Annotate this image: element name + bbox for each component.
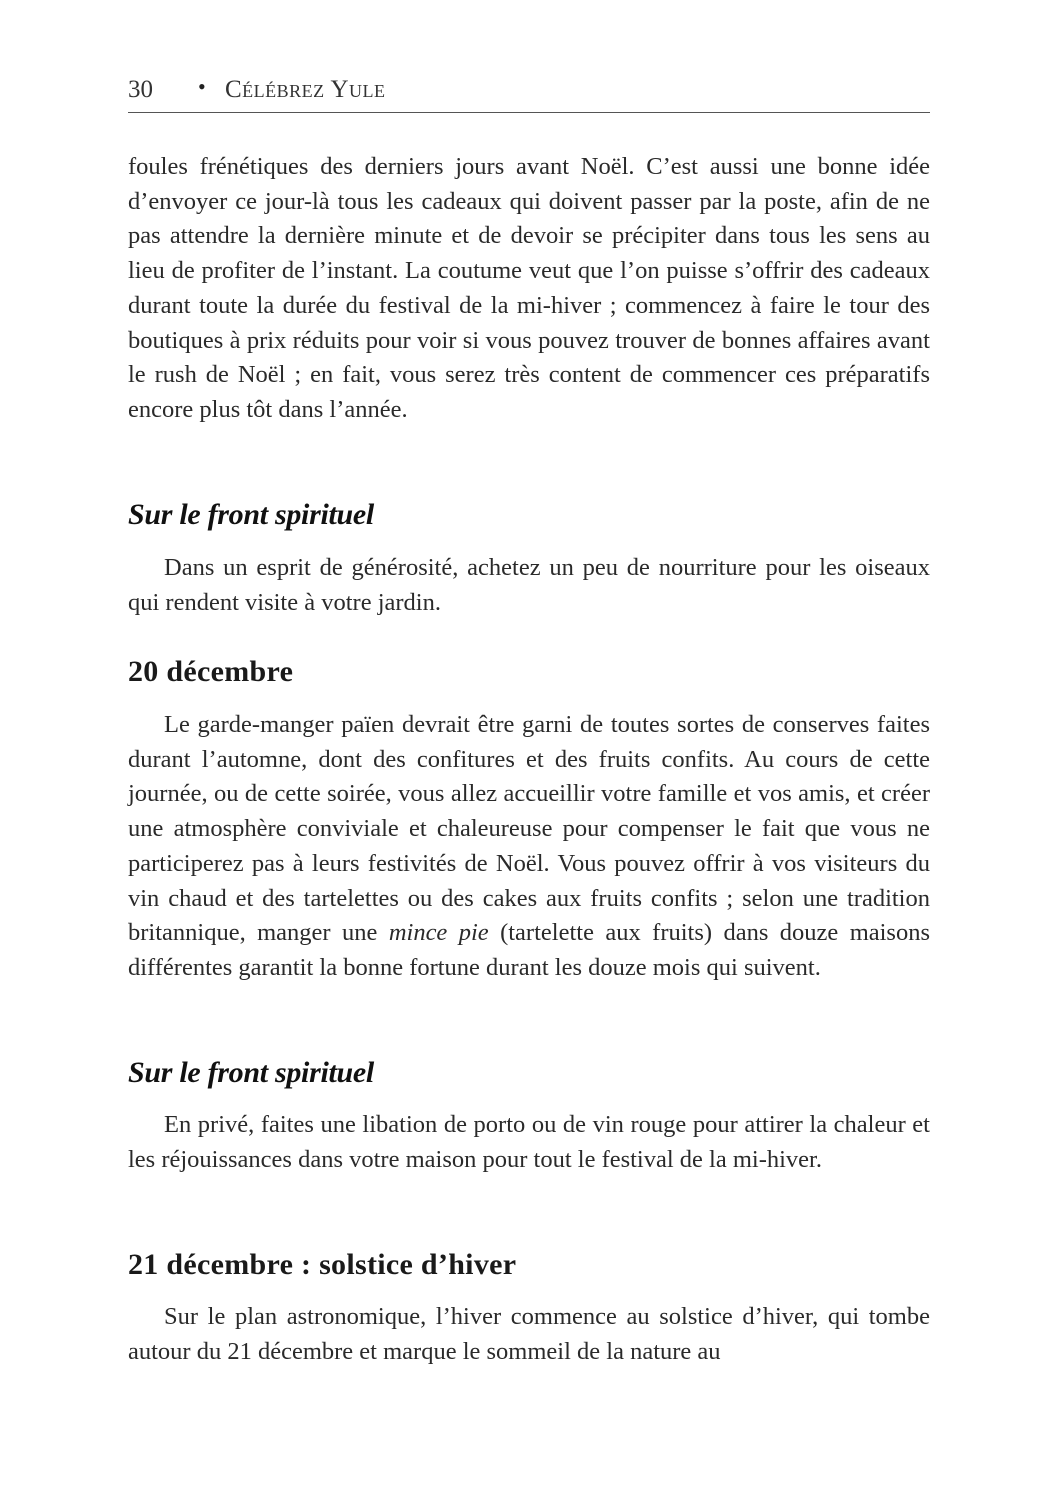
paragraph-text: Le garde-manger païen devrait être garni de toutes sortes de conserves faites durant l’automne, dont des confitures et des fruits confits. Au cours de cette journée, ou de cette soirée, vous allez accueillir votre famille et vos amis, et créer une atmosphère conviviale et chaleureuse pour compenser le fait que vous ne participerez pas à leurs festivités de Noël. Vous pouvez offrir à vos visiteurs du vin chaud et des tartelettes ou des cakes aux fruits confits ; selon une tradition britannique, manger une	[128, 711, 930, 947]
paragraph-birds: Dans un esprit de générosité, achetez un peu de nourriture pour les oiseaux qui rendent visite à votre jardin.	[128, 554, 930, 616]
running-header	[128, 72, 930, 113]
paragraph-december-20	[128, 708, 930, 986]
bullet-separator-icon: •	[198, 74, 206, 99]
subheading-spiritual-2: Sur le front spirituel	[128, 1056, 374, 1089]
paragraph-libation: En privé, faites une libation de porto ou de vin rouge pour attirer la chaleur et les réjouissances dans votre maison pour tout le festival de la mi-hiver.	[128, 1111, 930, 1173]
page-number: 30	[128, 76, 153, 103]
paragraph-continuation: foules frénétiques des derniers jours avant Noël. C’est aussi une bonne idée d’envoyer ce jour-là tous les cadeaux qui doivent passer par la poste, afin de ne pas attendre la dernière minute et de devoir se précipiter dans tous les sens au lieu de profiter de l’instant. La coutume veut que l’on puisse s’offrir des cadeaux durant toute la durée du festival de la mi-hiver ; commencez à faire le tour des boutiques à prix réduits pour voir si vous pouvez trouver de bonnes affaires avant le rush de Noël ; en fait, vous serez très content de commencer ces préparatifs encore plus tôt dans l’année.	[128, 153, 930, 423]
paragraph-text-end: (tartelette aux fruits) dans douze maisons différentes garantit la bonne fortune durant les douze mois qui suivent.	[128, 919, 931, 981]
book-title: Célébrez Yule	[225, 76, 386, 103]
subheading-spiritual-1: Sur le front spirituel	[128, 498, 374, 531]
heading-december-20: 20 décembre	[128, 655, 294, 688]
italic-term: mince pie	[388, 919, 489, 947]
paragraph-solstice: Sur le plan astronomique, l’hiver commence au solstice d’hiver, qui tombe autour du 21 décembre et marque le sommeil de la nature au	[128, 1303, 930, 1365]
heading-december-21: 21 décembre : solstice d’hiver	[128, 1248, 517, 1281]
